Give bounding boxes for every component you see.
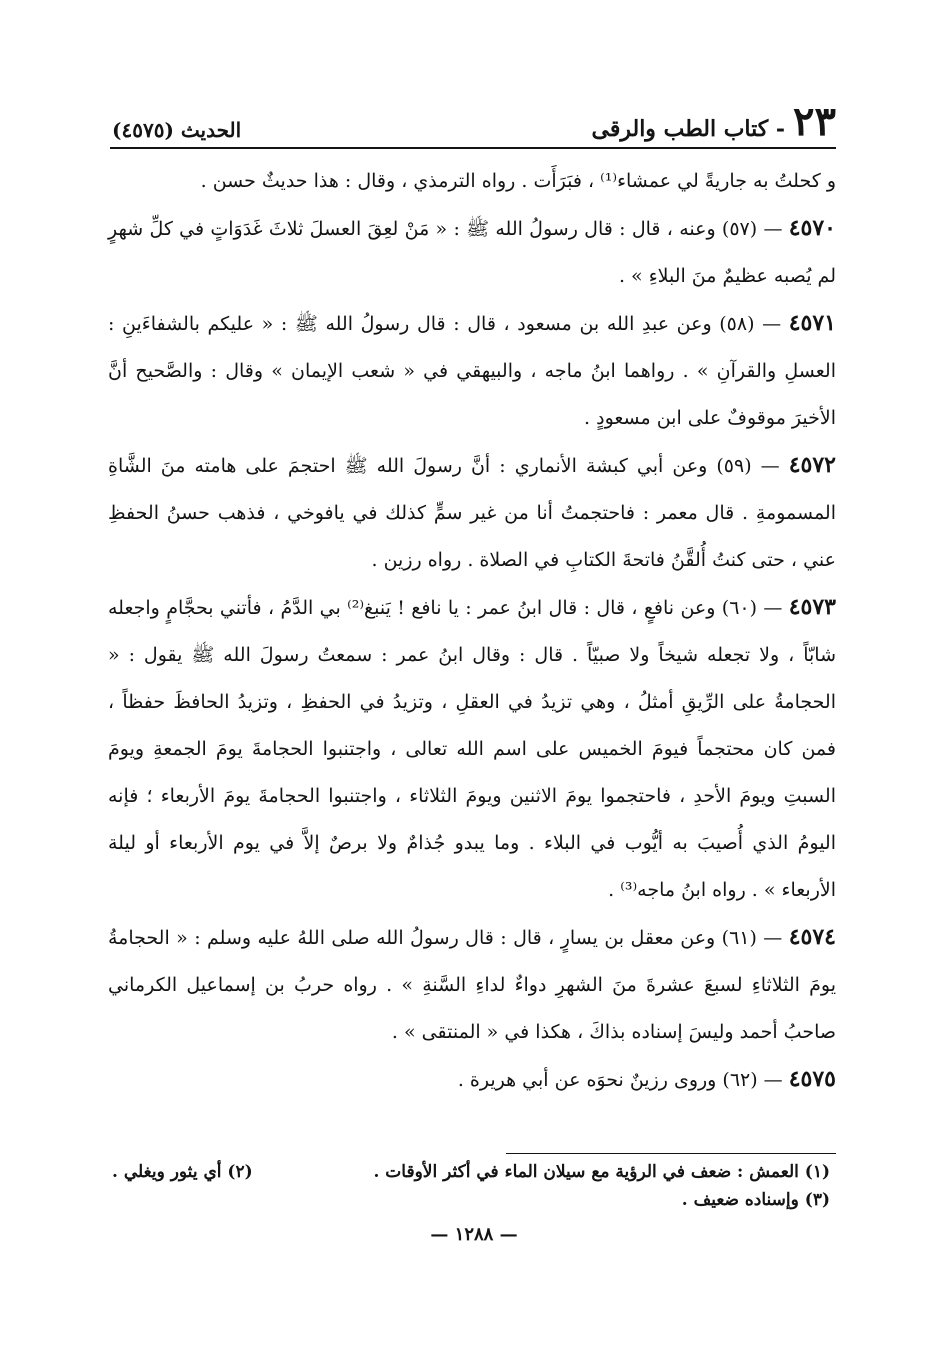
footnote-3: (٣) وإسناده ضعيف . <box>681 1190 830 1210</box>
paragraph-text: — (٦٠) وعن نافعٍ ، قال : قال ابنُ عمر : يا نافع ! يَنبغ⁽²⁾ بي الدَّمُ ، فأتني بحجَّامٍ واجعله شابّاً ، ولا تجعله شيخاً ولا صبيّاً . قال : وقال ابنُ عمر : سمعتُ رسولَ الله ﷺ يقول : « الحجامةُ على الرِّيقِ أمثلُ ، وهي تزيدُ في العقلِ ، وتزيدُ في الحفظِ ، وتزيدُ الحافظَ حفظاً ، فمن كان محتجماً فيومَ الخميس على اسم الله تعالى ، واجتنبوا الحجامةَ يومَ الجمعةِ ويومَ السبتِ ويومَ الأحدِ ، فاحتجموا يومَ الاثنين ويومَ الثلاثاء ، واجتنبوا الحجامةَ يومَ الأربعاء ؛ فإنه اليومُ الذي أُصيبَ به أيُّوب في البلاء . وما يبدو جُذامٌ ولا برصٌ إلاَّ في يوم الأربعاء أو ليلة الأربعاء » . رواه ابنُ ماجه⁽³⁾ . <box>108 597 836 901</box>
footnote-1: (١) العمش : ضعف في الرؤية مع سيلان الماء في أكثر الأوقات . <box>373 1162 830 1182</box>
page-number: — ١٢٨٨ — <box>430 1224 518 1245</box>
hadith-number: ٤٥٧١ <box>788 310 836 336</box>
footnotes <box>112 1158 830 1214</box>
hadith-number: ٤٥٧٤ <box>788 924 836 950</box>
hadith-paragraph <box>108 1056 836 1104</box>
hadith-paragraph <box>108 300 836 442</box>
chapter-heading <box>591 98 837 145</box>
paragraph-text: — (٦١) وعن معقل بن يسارٍ ، قال : قال رسولُ الله صلى اللهُ عليه وسلم : « الحجامةُ يومَ الثلاثاءِ لسبعَ عشرةَ منَ الشهرِ دواءٌ لداءِ السَّنةِ » . رواه حربُ بن إسماعيل الكرماني صاحبُ أحمد وليسَ إسناده بذاكَ ، هكذا في « المنتقى » . <box>108 927 836 1043</box>
page-header <box>112 92 836 145</box>
hadith-paragraph <box>108 442 836 584</box>
footnote-row <box>112 1158 830 1186</box>
paragraph-continuation <box>108 158 836 205</box>
page-body <box>108 158 836 1104</box>
hadith-paragraph <box>108 205 836 300</box>
paragraph-text: — (٥٩) وعن أبي كبشة الأنماري : أنَّ رسولَ الله ﷺ احتجمَ على هامته منَ الشَّاةِ المسمومةِ . قال معمر : فاحتجمتُ أنا من غير سمٍّ كذلك في يافوخي ، فذهب حسنُ الحفظِ عني ، حتى كنتُ أُلقَّنُ فاتحةَ الكتابِ في الصلاة . رواه رزين . <box>108 455 836 571</box>
paragraph-text: و كحلتُ به جاريةً لي عمشاء⁽¹⁾ ، فبَرَأَت . رواه الترمذي ، وقال : هذا حديثٌ حسن . <box>200 170 836 192</box>
hadith-number: ٤٥٧٥ <box>788 1066 836 1092</box>
chapter-number: ٢٣ <box>793 98 836 145</box>
hadith-paragraph <box>108 584 836 914</box>
hadith-number: ٤٥٧٣ <box>788 594 836 620</box>
paragraph-text: — (٦٢) وروى رزينٌ نحوَه عن أبي هريرة . <box>457 1069 783 1091</box>
footnote-divider <box>506 1153 836 1154</box>
paragraph-text: — (٥٧) وعنه ، قال : قال رسولُ الله ﷺ : « مَنْ لعِقَ العسلَ ثلاثَ غَدَوَاتٍ في كلِّ شهرٍ لم يُصبه عظيمٌ منَ البلاءِ » . <box>108 218 836 287</box>
hadith-number: ٤٥٧٠ <box>788 215 836 241</box>
hadith-reference: الحديث (٤٥٧٥) <box>112 118 242 142</box>
hadith-paragraph <box>108 914 836 1056</box>
chapter-title: - كتاب الطب والرقى <box>591 115 786 142</box>
header-divider <box>110 147 836 149</box>
footnote-2: (٢) أي يثور ويغلي . <box>112 1162 253 1182</box>
hadith-number: ٤٥٧٢ <box>788 452 836 478</box>
paragraph-text: — (٥٨) وعن عبدِ الله بن مسعود ، قال : قال رسولُ الله ﷺ : « عليكم بالشفاءَينِ : العسلِ والقرآنِ » . رواهما ابنُ ماجه ، والبيهقي في « شعب الإيمان » وقال : والصَّحيح أنَّ الأخيرَ موقوفٌ على ابن مسعودٍ . <box>108 313 836 429</box>
